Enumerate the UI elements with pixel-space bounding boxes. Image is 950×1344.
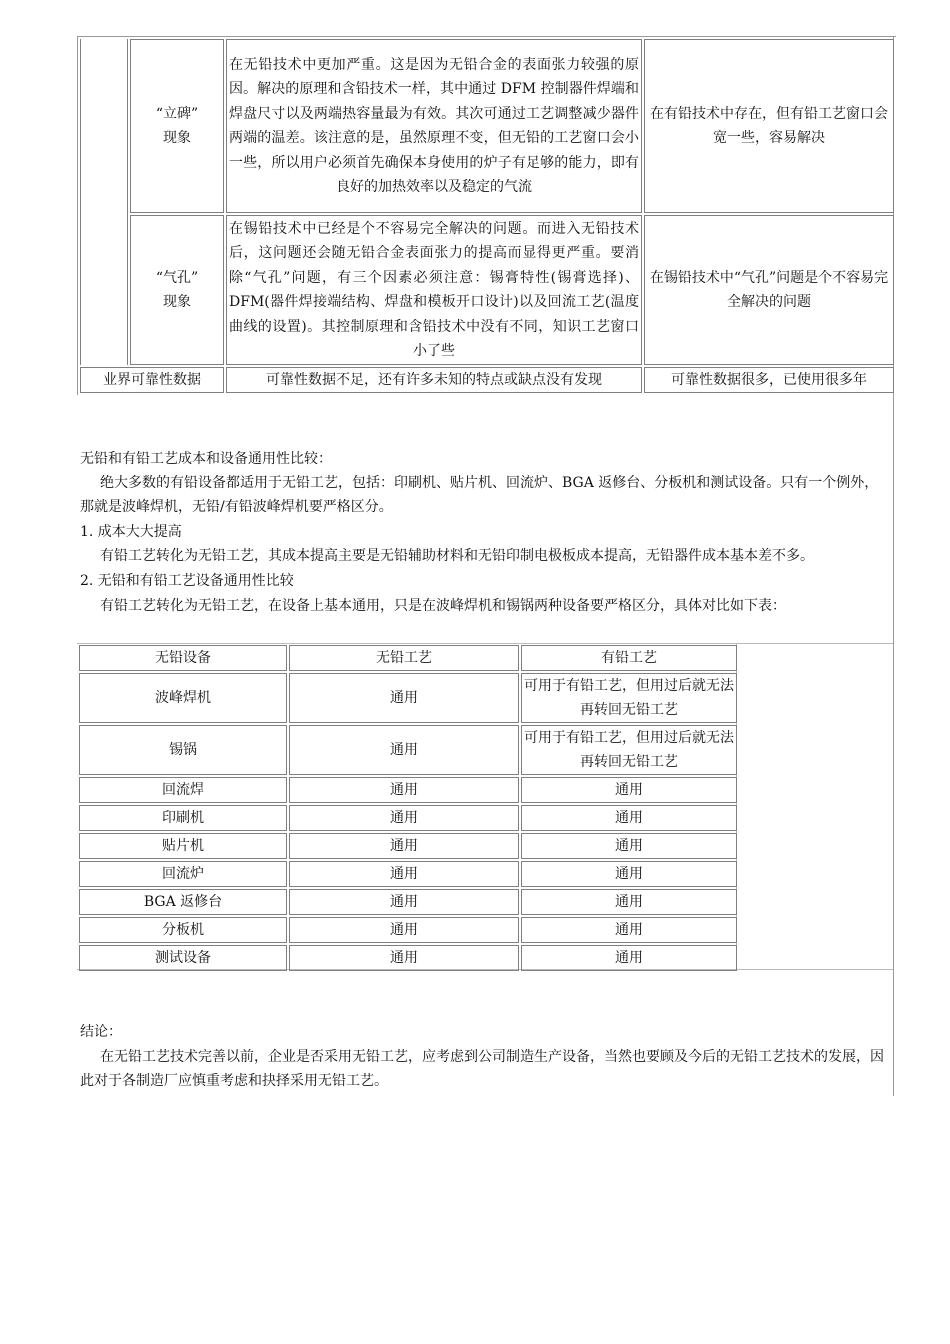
- leaded-cell: 通用: [521, 917, 737, 943]
- table-row: [80, 367, 894, 393]
- item2-title: 2. 无铅和有铅工艺设备通用性比较: [80, 573, 294, 589]
- equipment-cell: 测试设备: [79, 945, 287, 971]
- conclusion-title: 结论：: [80, 1024, 122, 1040]
- table-row: [79, 673, 737, 723]
- item1-body: 有铅工艺转化为无铅工艺，其成本提高主要是无铅辅助材料和无铅印制电极板成本提高，无铅器件成本基本差不多。: [100, 548, 814, 564]
- lead-free-cell: 通用: [289, 945, 519, 971]
- header-leaded-process: 有铅工艺: [521, 645, 737, 671]
- table-row: [79, 945, 737, 971]
- header-lead-free-equipment: 无铅设备: [79, 645, 287, 671]
- leaded-cell: 可用于有铅工艺，但用过后就无法再转回无铅工艺: [521, 725, 737, 775]
- table-row: [79, 889, 737, 915]
- item1-title: 1. 成本大大提高: [80, 524, 182, 540]
- leaded-cell: 通用: [521, 945, 737, 971]
- lead-free-cell: 通用: [289, 833, 519, 859]
- leaded-description: 在有铅技术中存在，但有铅工艺窗口会宽一些，容易解决: [644, 39, 894, 213]
- leaded-cell: 通用: [521, 805, 737, 831]
- equipment-cell: 印刷机: [79, 805, 287, 831]
- table-row: [79, 917, 737, 943]
- table-row: [80, 39, 894, 213]
- reliability-label: 业界可靠性数据: [80, 367, 224, 393]
- equipment-cell: 回流炉: [79, 861, 287, 887]
- equipment-compatibility-table: [77, 643, 739, 973]
- table-row: [79, 861, 737, 887]
- leaded-description: 在锡铅技术中“气孔”问题是个不容易完全解决的问题: [644, 215, 894, 365]
- category-cell: [80, 39, 128, 365]
- item2-body: 有铅工艺转化为无铅工艺，在设备上基本通用，只是在波峰焊机和锡锅两种设备要严格区分，具体对比如下表：: [100, 598, 786, 614]
- section-intro: 绝大多数的有铅设备都适用于无铅工艺，包括：印刷机、贴片机、回流炉、BGA 返修台、分板机和测试设备。只有一个例外，那就是波峰焊机，无铅/有铅波峰焊机要严格区分。: [80, 475, 879, 515]
- leaded-reliability: 可靠性数据很多，已使用很多年: [644, 367, 894, 393]
- equipment-cell: 回流焊: [79, 777, 287, 803]
- table-row: [80, 215, 894, 365]
- equipment-cell: 锡锅: [79, 725, 287, 775]
- equipment-cell: BGA 返修台: [79, 889, 287, 915]
- section-title: 无铅和有铅工艺成本和设备通用性比较：: [80, 451, 332, 467]
- equipment-cell: 波峰焊机: [79, 673, 287, 723]
- equipment-cell: 分板机: [79, 917, 287, 943]
- leaded-cell: 通用: [521, 833, 737, 859]
- leaded-cell: 可用于有铅工艺，但用过后就无法再转回无铅工艺: [521, 673, 737, 723]
- lead-free-cell: 通用: [289, 917, 519, 943]
- table-header-row: [79, 645, 737, 671]
- leaded-cell: 通用: [521, 777, 737, 803]
- lead-free-cell: 通用: [289, 673, 519, 723]
- lead-free-cell: 通用: [289, 861, 519, 887]
- lead-free-description: 在锡铅技术中已经是个不容易完全解决的问题。而进入无铅技术后，这问题还会随无铅合金表面张力的提高而显得更严重。要消除“气孔”问题，有三个因素必须注意：锡膏特性(锡膏选择)、DFM(器件焊接端结构、焊盘和模板开口设计)以及回流工艺(温度曲线的设置)。其控制原理和含铅技术中没有不同，知识工艺窗口小了些: [226, 215, 642, 365]
- defect-comparison-table: [77, 36, 896, 395]
- table-row: [79, 777, 737, 803]
- lead-free-cell: 通用: [289, 889, 519, 915]
- lead-free-description: 在无铅技术中更加严重。这是因为无铅合金的表面张力较强的原因。解决的原理和含铅技术一样，其中通过 DFM 控制器件焊端和焊盘尺寸以及两端热容量最为有效。其次可通过工艺调整减少器件两端的温差。该注意的是，虽然原理不变，但无铅的工艺窗口会小一些，所以用户必须首先确保本身使用的炉子有足够的能力，即有良好的加热效率以及稳定的气流: [226, 39, 642, 213]
- lead-free-reliability: 可靠性数据不足，还有许多未知的特点或缺点没有发现: [226, 367, 642, 393]
- defect-label: “气孔” 现象: [130, 215, 224, 365]
- lead-free-cell: 通用: [289, 777, 519, 803]
- equipment-cell: 贴片机: [79, 833, 287, 859]
- header-lead-free-process: 无铅工艺: [289, 645, 519, 671]
- defect-label: “立碑” 现象: [130, 39, 224, 213]
- conclusion-body: 在无铅工艺技术完善以前，企业是否采用无铅工艺，应考虑到公司制造生产设备，当然也要顾及今后的无铅工艺技术的发展，因此对于各制造厂应慎重考虑和抉择采用无铅工艺。: [80, 1049, 884, 1089]
- table-row: [79, 805, 737, 831]
- table-row: [79, 833, 737, 859]
- leaded-cell: 通用: [521, 861, 737, 887]
- lead-free-cell: 通用: [289, 725, 519, 775]
- leaded-cell: 通用: [521, 889, 737, 915]
- lead-free-cell: 通用: [289, 805, 519, 831]
- table-row: [79, 725, 737, 775]
